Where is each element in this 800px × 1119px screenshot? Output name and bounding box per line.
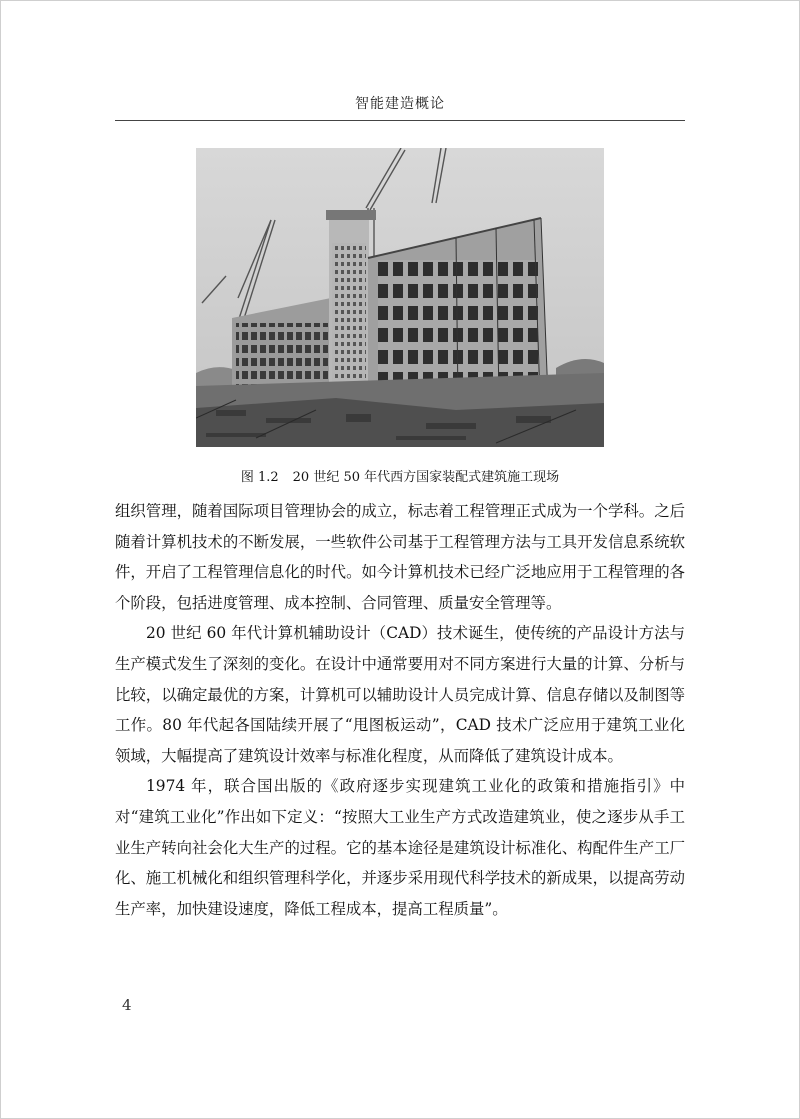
figure-caption-text: 20 世纪 50 年代西方国家装配式建筑施工现场 xyxy=(292,470,560,485)
construction-site-photo xyxy=(196,148,604,447)
figure-number: 图 1.2 xyxy=(240,470,279,485)
figure-caption xyxy=(0,466,800,485)
paragraph: 1974 年，联合国出版的《政府逐步实现建筑工业化的政策和措施指引》中对“建筑工业化”作出如下定义：“按照大工业生产方式改造建筑业，使之逐步从手工业生产转向社会化大生产的过程。它的基本途径是建筑设计标准化、构配件生产工厂化、施工机械化和组织管理科学化，并逐步采用现代科学技术的新成果，以提高劳动生产率，加快建设速度，降低工程成本，提高工程质量”。 xyxy=(115,777,685,918)
body-text xyxy=(115,496,685,924)
paragraph: 20 世纪 60 年代计算机辅助设计（CAD）技术诞生，使传统的产品设计方法与生产模式发生了深刻的变化。在设计中通常要用对不同方案进行大量的计算、分析与比较，以确定最优的方案，计算机可以辅助设计人员完成计算、信息存储以及制图等工作。80 年代起各国陆续开展了“甩图板运动”，CAD 技术广泛应用于建筑工业化领域，大幅提高了建筑设计效率与标准化程度，从而降低了建筑设计成本。 xyxy=(115,624,685,765)
paragraph: 组织管理，随着国际项目管理协会的成立，标志着工程管理正式成为一个学科。之后随着计算机技术的不断发展，一些软件公司基于工程管理方法与工具开发信息系统软件，开启了工程管理信息化的时代。如今计算机技术已经广泛地应用于工程管理的各个阶段，包括进度管理、成本控制、合同管理、质量安全管理等。 xyxy=(115,502,685,612)
header-rule xyxy=(115,120,685,121)
page-number: 4 xyxy=(122,996,132,1014)
running-header: 智能建造概论 xyxy=(355,96,445,112)
